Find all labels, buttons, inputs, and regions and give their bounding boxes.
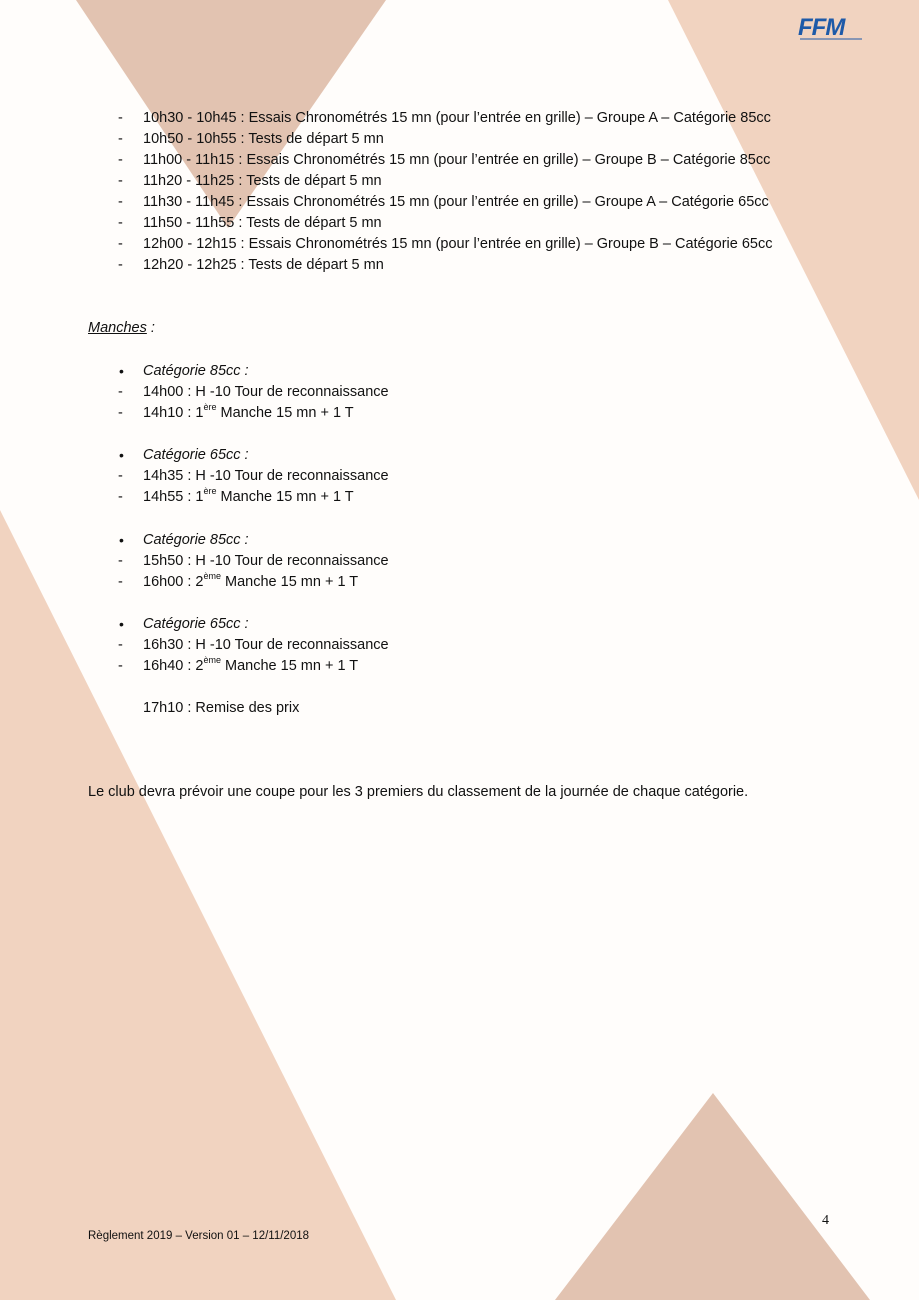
club-note: Le club devra prévoir une coupe pour les 3 premiers du classement de la journée de chaque catégorie. bbox=[88, 784, 749, 800]
svg-text:FFM: FFM bbox=[798, 14, 845, 41]
manches-heading: Manches : bbox=[88, 320, 155, 336]
page-number: 4 bbox=[822, 1213, 829, 1228]
footer-text: Règlement 2019 – Version 01 – 12/11/2018 bbox=[88, 1230, 310, 1242]
prize-ceremony: 17h10 : Remise des prix bbox=[143, 700, 300, 716]
ffm-logo bbox=[796, 14, 868, 42]
bottom-right-triangle bbox=[555, 1093, 870, 1300]
